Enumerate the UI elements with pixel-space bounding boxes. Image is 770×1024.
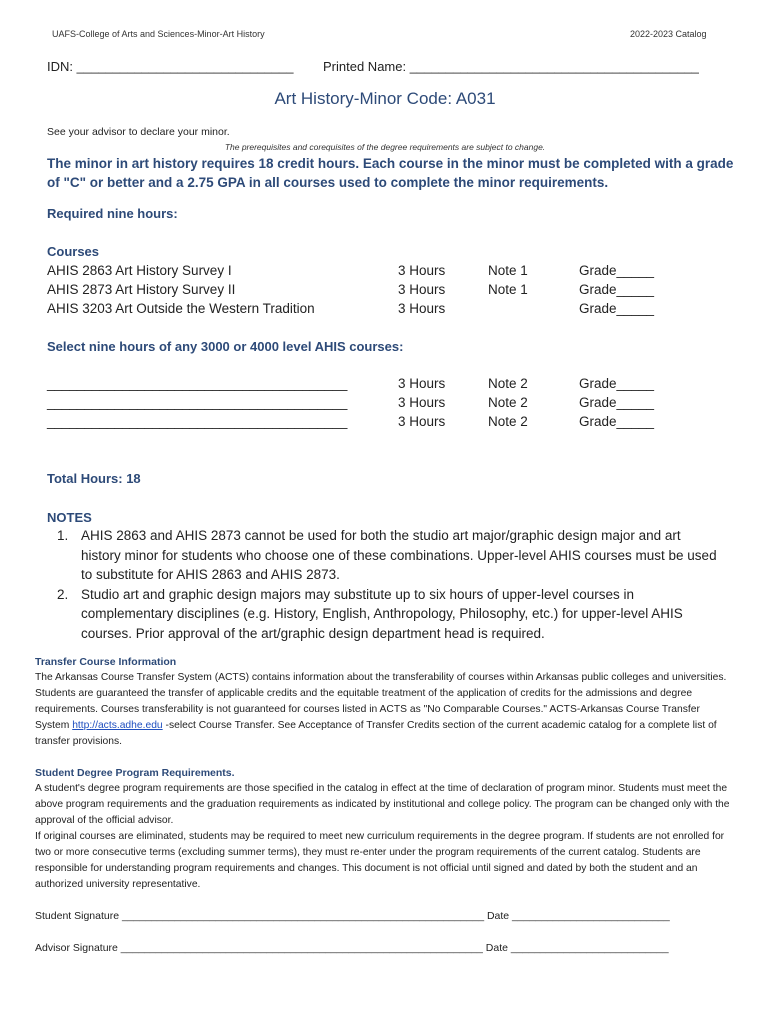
- transfer-paragraph: [35, 670, 730, 750]
- transfer-heading: Transfer Course Information: [35, 656, 177, 668]
- note-text: AHIS 2863 and AHIS 2873 cannot be used for both the studio art major/graphic design major and art history minor for students who choose one of these combinations. Upper-level AHIS courses must be used to substitute for AHIS 2863 and AHIS 2873.: [81, 528, 717, 582]
- total-hours: Total Hours: 18: [47, 471, 141, 486]
- select-heading: Select nine hours of any 3000 or 4000 level AHIS courses:: [47, 339, 404, 354]
- student-signature-line[interactable]: Student Signature ______________________________________________________________ Date ___________________________: [35, 910, 670, 922]
- advisor-signature-line[interactable]: Advisor Signature ______________________________________________________________ Date ___________________________: [35, 942, 669, 954]
- course-grade[interactable]: Grade_____: [579, 301, 655, 316]
- printed-name-field[interactable]: Printed Name: ________________________________________: [323, 59, 699, 74]
- course-hours: 3 Hours: [398, 301, 446, 316]
- course-grade[interactable]: Grade_____: [579, 414, 655, 429]
- course-hours: 3 Hours: [398, 376, 446, 391]
- course-name: AHIS 2863 Art History Survey I: [47, 263, 232, 278]
- required-heading: Required nine hours:: [47, 206, 178, 221]
- course-name: AHIS 2873 Art History Survey II: [47, 282, 236, 297]
- requirements-paragraph: [35, 781, 730, 893]
- notes-heading: NOTES: [47, 510, 92, 525]
- notes-list: [47, 526, 717, 643]
- course-note: Note 2: [488, 395, 528, 410]
- requirements-heading: Student Degree Program Requirements.: [35, 767, 235, 779]
- course-hours: 3 Hours: [398, 395, 446, 410]
- acts-link[interactable]: http://acts.adhe.edu: [72, 720, 163, 731]
- course-hours: 3 Hours: [398, 414, 446, 429]
- course-grade[interactable]: Grade_____: [579, 395, 655, 410]
- idn-field[interactable]: IDN: ______________________________: [47, 59, 294, 74]
- minor-requirements-lead: The minor in art history requires 18 credit hours. Each course in the minor must be completed with a grade of "C" or better and a 2.75 GPA in all courses used to complete the minor requirements.: [47, 156, 734, 190]
- course-hours: 3 Hours: [398, 263, 446, 278]
- transfer-text-before: The Arkansas Course Transfer System (ACTS) contains information about the transferability of courses within Arkansas public colleges and universities. Students are guaranteed the transfer of applicable credits and the equitable treatment of the application of credits for the admissions and degree requirements. Courses transferability is not guaranteed for courses listed in ACTS as "No Comparable Courses." ACTS-Arkansas Course Transfer System: [35, 672, 727, 731]
- list-item: [47, 526, 717, 585]
- course-grade[interactable]: Grade_____: [579, 263, 655, 278]
- course-grade[interactable]: Grade_____: [579, 282, 655, 297]
- list-item: [47, 585, 717, 644]
- header-right: 2022-2023 Catalog: [630, 29, 707, 39]
- note-number: 1.: [57, 528, 69, 543]
- elective-name-field[interactable]: ________________________________________: [47, 414, 348, 429]
- requirements-p2: If original courses are eliminated, students may be required to meet new curriculum requirements in the degree program. If students are not enrolled for two or more consecutive terms (excluding summer terms), they must re-enter under the program requirements of the current catalog. Students are responsible for understanding program requirements and changes. This document is not official until signed and dated by both the student and an authorized university representative.: [35, 831, 725, 890]
- course-note: Note 1: [488, 263, 528, 278]
- note-number: 2.: [57, 586, 69, 602]
- header-left: UAFS-College of Arts and Sciences-Minor-Art History: [52, 29, 265, 39]
- advisor-note: See your advisor to declare your minor.: [47, 126, 230, 138]
- course-name: AHIS 3203 Art Outside the Western Tradition: [47, 301, 315, 316]
- note-text: Studio art and graphic design majors may substitute up to six hours of upper-level courses in complementary disciplines (e.g. History, English, Anthropology, Philosophy, etc.) for upper-level AHIS courses. Prior approval of the art/graphic design department head is required.: [81, 586, 683, 641]
- course-note: Note 2: [488, 414, 528, 429]
- courses-heading: Courses: [47, 244, 100, 259]
- prereq-note: The prerequisites and corequisites of the degree requirements are subject to change.: [224, 142, 546, 152]
- course-note: Note 2: [488, 376, 528, 391]
- course-note: Note 1: [488, 282, 528, 297]
- course-grade[interactable]: Grade_____: [579, 376, 655, 391]
- elective-name-field[interactable]: ________________________________________: [47, 376, 348, 391]
- requirements-p1: A student's degree program requirements are those specified in the catalog in effect at the time of declaration of program minor. Students must meet the above program requirements and the graduation requirements as indicated by institutional and college policy. The program can be changed only with the approval of the official advisor.: [35, 783, 730, 826]
- course-hours: 3 Hours: [398, 282, 446, 297]
- transfer-text-after: -select Course Transfer. See Acceptance of Transfer Credits section of the current academic catalog for a complete list of transfer provisions.: [35, 720, 717, 747]
- page-title: Art History-Minor Code: A031: [274, 89, 496, 108]
- elective-name-field[interactable]: ________________________________________: [47, 395, 348, 410]
